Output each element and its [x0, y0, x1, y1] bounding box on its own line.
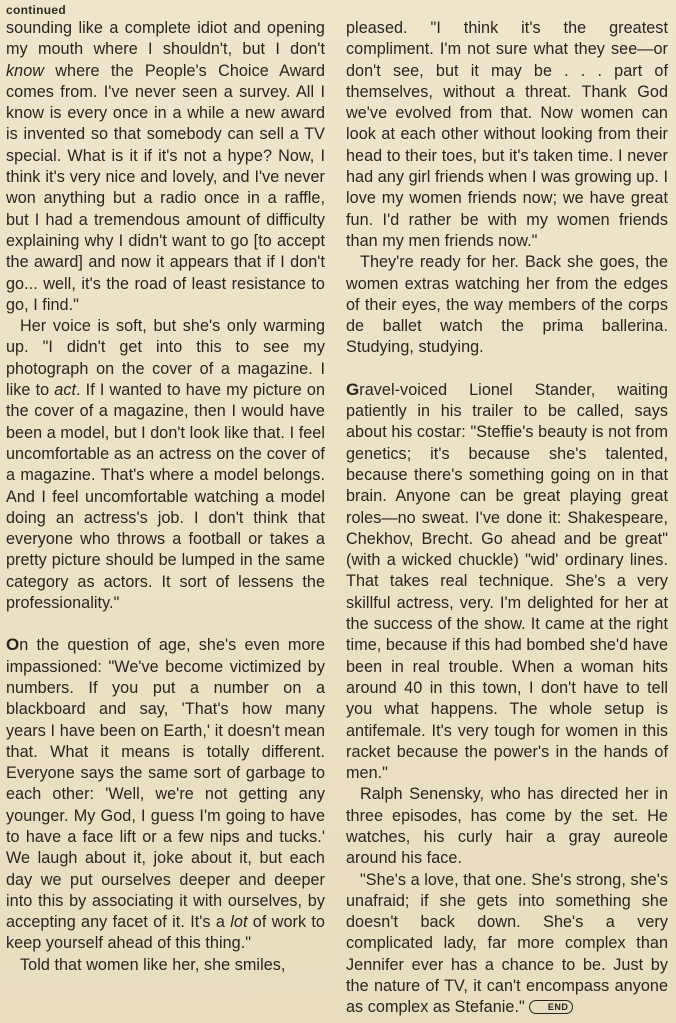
right-paragraph-1: pleased. "I think it's the greatest compliment. I'm not sure what they see—or don't see, but it may be . . . part of themselves, without a threat. Thank God we've evolved from that. Now women can look at each other without looking from their head to their toes, but it's taken time. I never had any girl friends when I was growing up. I love my women friends now; we have great fun. I'd rather be with my women friends than my men friends now." — [346, 19, 668, 250]
emphasis-act: act — [54, 381, 77, 400]
emphasis-lot: lot — [230, 913, 248, 932]
left-paragraph-2: Her voice is soft, but she's only warming up. "I didn't get into this to see my photograph on the cover of a magazine. I like to act. If I wanted to have my picture on the cover of a magazine, then I would have been a model, but I don't look like that. I feel uncomfortable as an actress on the cover of a magazine. That's where a model belongs. And I feel uncomfortable watching a model doing an actress's job. I don't think that everyone who throws a football or takes a pretty picture should be lumped in the same category as actors. It sort of lessens the professionality." — [6, 317, 325, 613]
continued-label: continued — [6, 3, 67, 17]
right-paragraph-4: Ralph Senensky, who has directed her in three episodes, has come by the set. He watches, his curly hair a gray aureole around his face. — [346, 785, 668, 868]
right-paragraph-2: They're ready for her. Back she goes, the women extras watching her from the edges of their eyes, the way members of the corps de ballet watch the prima ballerina. Studying, studying. — [346, 253, 668, 357]
left-paragraph-1: sounding like a complete idiot and opening my mouth where I shouldn't, but I don't know where the People's Choice Award comes from. I've never seen a survey. All I know is every once in a while a new award is invented so that somebody can sell a TV special. What is it if it's not a hype? Now, I think it's very nice and lovely, and I've never won anything but a radio once in a raffle, but I had a tremendous amount of difficulty explaining why I didn't want to go [to accept the award] and now it appears that if I don't go... well, it's the road of least resistance to go, I find." — [6, 19, 325, 314]
left-column — [6, 18, 325, 976]
end-mark-icon: END — [529, 1000, 574, 1014]
right-paragraph-3: Gravel-voiced Lionel Stander, waiting patiently in his trailer to be called, says about his costar: "Steffie's beauty is not from genetics; it's because she's talented, because there's something going on in that brain. Anyone can be great playing great roles—no sweat. I've done it: Shakespeare, Chekhov, Brecht. Go ahead and be great" (with a wicked chuckle) "wid' ordinary lines. That takes real technique. She's a very skillful actress, very. I'm delighted for her at the success of the show. It came at the right time, because if this had bombed she'd have been in real trouble. When a woman hits around 40 in this town, I don't have to tell you what happens. The whole setup is antifemale. It's very tough for women in this racket because the power's in the hands of men." — [346, 379, 668, 783]
left-paragraph-3: On the question of age, she's even more impassioned: "We've become victimized by numbers. If you put a number on a blackboard and say, 'That's how many years I have been on Earth,' it doesn't mean that. What it means is totally different. Everyone says the same sort of garbage to each other: 'Well, we're not getting any younger. My God, I guess I'm going to have to have a face lift or a few nips and tucks.' We laugh about it, joke about it, but each day we put ourselves deeper and deeper into this by associating it with ourselves, by accepting any facet of it. It's a lot of work to keep yourself ahead of this thing." — [6, 635, 325, 953]
section-initial-g: G — [346, 379, 360, 399]
section-initial-o: O — [6, 635, 20, 655]
left-paragraph-4: Told that women like her, she smiles, — [20, 955, 286, 974]
right-column — [346, 18, 668, 1019]
right-paragraph-5: "She's a love, that one. She's strong, she's unafraid; if she gets into something she doesn't back down. She's a very complicated lady, far more complex than Jennifer ever has a chance to be. Just by the nature of TV, it can't encompass anyone as complex as Stefanie." END — [346, 870, 668, 1017]
emphasis-know: know — [6, 61, 44, 80]
